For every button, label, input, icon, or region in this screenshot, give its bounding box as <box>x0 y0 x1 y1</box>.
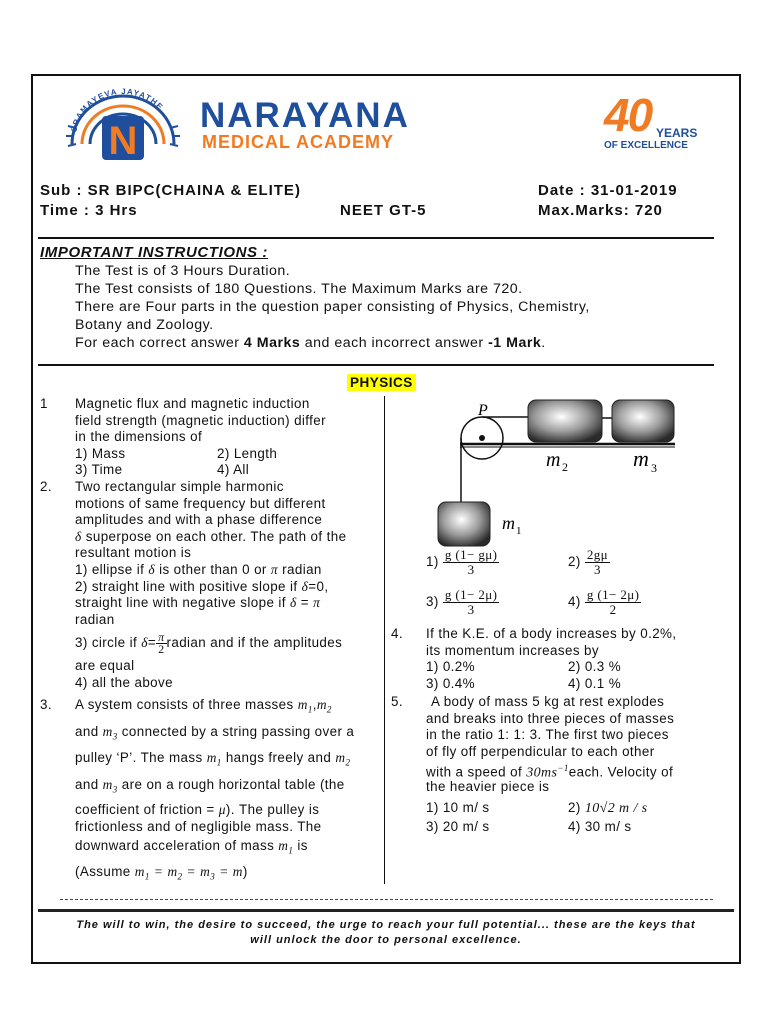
option-3-cont: are equal <box>75 658 135 674</box>
header-divider <box>38 237 714 239</box>
brand-name: NARAYANA <box>200 96 410 135</box>
question-text: (Assume $m_1 = m_2 = m_3 = m$) <box>75 864 248 883</box>
brand-subtitle: MEDICAL ACADEMY <box>202 132 395 152</box>
svg-text:SRAMAYEVA JAYATHE: SRAMAYEVA JAYATHE <box>69 86 166 133</box>
option-1: 1) $\frac{g (1- g\mu)}{3}$ <box>426 547 498 577</box>
option-3: 3) $\frac{g (1- 2\mu)}{3}$ <box>426 587 498 617</box>
svg-text:m: m <box>546 449 561 471</box>
badge-word2: OF EXCELLENCE <box>604 140 688 151</box>
svg-text:1: 1 <box>516 525 522 537</box>
option-2-cont: straight line with negative slope if δ = π <box>75 595 321 611</box>
max-marks: Max.Marks: 720 <box>538 202 663 219</box>
section-title: PHYSICS <box>347 374 416 391</box>
exam-date: Date : 31-01-2019 <box>538 182 678 199</box>
svg-text:3: 3 <box>651 461 657 475</box>
option-4: 4) $\frac{g (1- 2\mu)}{2}$ <box>568 587 640 617</box>
pulley-diagram <box>430 394 690 554</box>
option-3: 3) Time <box>75 462 123 478</box>
question-text: frictionless and of negligible mass. The <box>75 818 322 834</box>
option-3: 3) 20 m/ s <box>426 818 490 834</box>
question-text: If the K.E. of a body increases by 0.2%, <box>426 626 677 641</box>
question-text: A system consists of three masses $m_1,m_2$ <box>75 697 332 715</box>
question-text: in the dimensions of <box>75 429 203 445</box>
option-2: 2) Length <box>217 445 278 461</box>
option-4: 4) all the above <box>75 674 173 690</box>
option-1: 1) 10 m/ s <box>426 799 490 815</box>
option-2: 2) 10√2 m / s <box>568 799 648 816</box>
question-number: 5. <box>391 694 403 709</box>
q3-options <box>426 548 726 624</box>
option-4: 4) 30 m/ s <box>568 818 632 834</box>
instructions-body <box>75 262 590 352</box>
test-name: NEET GT-5 <box>340 202 427 219</box>
anniversary-badge <box>604 89 716 152</box>
emblem-icon <box>58 80 188 170</box>
svg-text:2: 2 <box>562 460 568 474</box>
block-m1 <box>438 502 490 546</box>
svg-text:m: m <box>633 446 649 471</box>
pulley-figure <box>430 394 690 554</box>
question-text: δ superpose on each other. The path of the <box>75 528 347 544</box>
question-text: amplitudes and with a phase difference <box>75 512 323 528</box>
question-text: A body of mass 5 kg at rest explodes <box>431 694 665 709</box>
question-number: 2. <box>40 479 52 494</box>
question-text: its momentum increases by <box>426 642 599 658</box>
option-3: 3) 0.4% <box>426 675 475 691</box>
svg-text:P: P <box>478 402 488 419</box>
svg-text:m: m <box>502 513 515 533</box>
option-2: 2) 0.3 % <box>568 659 622 675</box>
option-2: 2) straight line with positive slope if δ=0, <box>75 578 329 594</box>
option-1: 1) Mass <box>75 445 126 461</box>
option-4: 4) 0.1 % <box>568 675 622 691</box>
option-2: 2) $\frac{2g\mu}{3}$ <box>568 547 609 577</box>
question-text: of fly off perpendicular to each other <box>426 743 655 759</box>
question-text: with a speed of $30ms^{-1}each$. Velocity of <box>426 763 674 781</box>
question-text: Magnetic flux and magnetic induction <box>75 396 310 411</box>
question-text: pulley ‘P’. The mass $m_1$ hangs freely and $m_2$ <box>75 750 351 769</box>
question-text: in the ratio 1: 1: 3. The first two pieces <box>426 727 669 743</box>
instruction-line: The Test is of 3 Hours Duration. <box>75 263 291 279</box>
footer-quote <box>38 918 734 948</box>
instruction-line: There are Four parts in the question paper consisting of Physics, Chemistry, <box>75 299 590 315</box>
question-text: and $m_3$ connected by a string passing over a <box>75 723 355 742</box>
question-text: downward acceleration of mass $m_1$ is <box>75 837 308 856</box>
question-text: and $m_3$ are on a rough horizontal table (the <box>75 777 345 795</box>
option-1: 1) 0.2% <box>426 659 475 675</box>
badge-word1: YEARS <box>656 126 698 140</box>
footer-line-1: The will to win, the desire to succeed, the urge to reach your full potential... these are the keys that <box>76 919 696 931</box>
badge-number: 40 <box>604 89 652 141</box>
instruction-line: Botany and Zoology. <box>75 317 214 333</box>
question-number: 3. <box>40 697 52 712</box>
instructions-divider <box>38 364 714 366</box>
footer-line-2: will unlock the door to personal excellence. <box>250 934 522 946</box>
block-m2 <box>528 400 602 442</box>
block-m3 <box>612 400 674 442</box>
instructions-title: IMPORTANT INSTRUCTIONS : <box>40 244 269 261</box>
question-text: Two rectangular simple harmonic <box>75 479 284 494</box>
exam-time: Time : 3 Hrs <box>40 202 138 219</box>
footer-dashed-rule <box>60 899 713 900</box>
instruction-line: The Test consists of 180 Questions. The Maximum Marks are 720. <box>75 281 523 297</box>
question-text: coefficient of friction = μ). The pulley is <box>75 801 320 817</box>
question-number: 1 <box>40 396 48 411</box>
question-text: the heavier piece is <box>426 779 550 795</box>
option-3: 3) circle if δ= $\frac{\pi}{2}$ radian and if the amplitudes <box>75 630 343 657</box>
question-text: field strength (magnetic induction) differ <box>75 412 327 428</box>
option-4: 4) All <box>217 462 250 478</box>
question-text: and breaks into three pieces of masses <box>426 710 675 726</box>
instruction-line: For each correct answer 4 Marks and each incorrect answer -1 Mark. <box>75 335 546 351</box>
footer-bar <box>38 909 734 912</box>
question-text: motions of same frequency but different <box>75 495 326 511</box>
question-number: 4. <box>391 626 403 641</box>
question-text: resultant motion is <box>75 545 192 561</box>
option-2-cont: radian <box>75 611 115 627</box>
logo <box>58 80 498 170</box>
svg-text:N: N <box>108 119 138 163</box>
subject: Sub : SR BIPC(CHAINA & ELITE) <box>40 182 301 199</box>
option-1: 1) ellipse if δ is other than 0 or π radian <box>75 561 322 577</box>
